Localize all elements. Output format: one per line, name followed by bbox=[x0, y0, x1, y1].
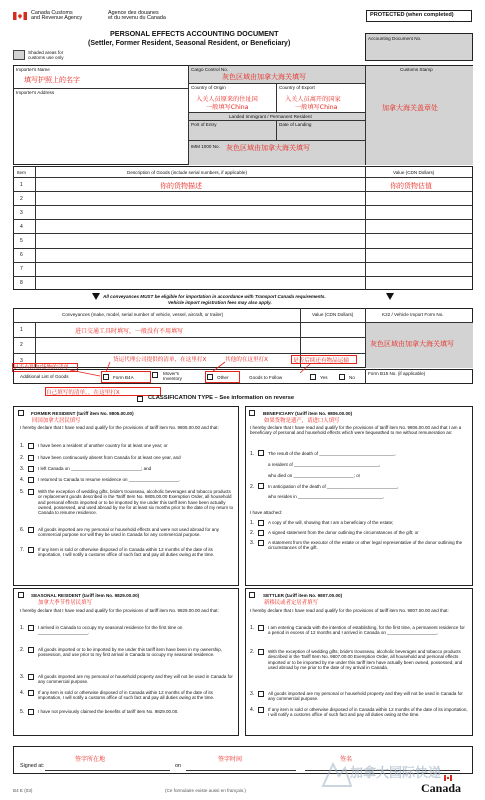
date-of-landing-label: Date of Landing bbox=[279, 122, 312, 127]
country-origin-note: 入关人员原来的住址国 一般填写China bbox=[196, 96, 258, 111]
goods-value-note: 你的货物估值 bbox=[390, 182, 432, 190]
additional-list-note: 是否有附加货物的清单 bbox=[13, 365, 69, 371]
conveyance-notice: All conveyances MUST be eligible for importation in accordance with Transport Canada requirements. bbox=[103, 294, 326, 299]
agency-name-en: Canada Customs and Revenue Agency bbox=[31, 10, 83, 22]
item-number: 5. bbox=[20, 709, 25, 715]
country-export-label: Country of Export bbox=[279, 85, 315, 90]
item-number: 4. bbox=[20, 477, 25, 483]
item-text: All goods imported are my personal or household property and they will not be used in Canada for any commercial purpose. bbox=[268, 691, 463, 702]
accounting-doc-no-label: Accounting Document No. bbox=[368, 36, 422, 41]
watermark-text: 加拿大国际快递 bbox=[350, 766, 442, 781]
item-text: I left Canada on ____________________________; and bbox=[38, 466, 152, 471]
item-number: 2. bbox=[20, 455, 25, 461]
conveyance-k22-note: 灰色区域由加拿大海关填写 bbox=[370, 340, 454, 348]
other-label: Other bbox=[217, 375, 229, 380]
other-list-note: 其他的在这里打X bbox=[225, 357, 268, 363]
item-checkbox[interactable] bbox=[258, 520, 264, 526]
goods-follow-label: Goods to Follow bbox=[249, 375, 283, 380]
item-number: 3. bbox=[20, 674, 25, 680]
signed-on-line[interactable] bbox=[186, 770, 296, 771]
warning-triangle-icon-left bbox=[92, 293, 100, 302]
item-text: If any item is sold or otherwise disposed of in Canada within 12 months of the date of its importation, I will notify a customs office of such fact and pay all duties owing at the time. bbox=[38, 690, 215, 701]
conveyances-col-k22: K22 / Vehicle Import Form No. bbox=[382, 312, 444, 317]
settler-intro: I hereby declare that I have read and qualify for the provisions of tariff item No. 9807.00.00 and that: bbox=[250, 608, 449, 613]
item-checkbox[interactable] bbox=[258, 707, 264, 713]
importer-name-note: 填写护照上的名字 bbox=[24, 76, 80, 84]
item-number: 1. bbox=[250, 625, 255, 631]
item-checkbox[interactable] bbox=[258, 540, 264, 546]
goods-row-number: 6 bbox=[20, 252, 23, 258]
beneficiary-died-on: who died on ________________________; or bbox=[268, 473, 361, 478]
form-code: B4 E (03) bbox=[13, 788, 33, 793]
customs-stamp-label: Customs Stamp bbox=[400, 67, 433, 72]
conveyance-row[interactable] bbox=[36, 337, 365, 352]
goods-row-number: 8 bbox=[20, 280, 23, 287]
signed-at-line[interactable] bbox=[45, 770, 170, 771]
beneficiary-anticipation: In anticipation of the death of ____________________________, bbox=[268, 484, 399, 489]
goods-follow-yes-checkbox[interactable] bbox=[310, 374, 316, 380]
item-number: 3. bbox=[250, 540, 255, 546]
shipping-list-note: 货运代理公司提供的清单，在这里打X bbox=[113, 357, 207, 363]
goods-col-description: Description of Goods (include serial numbers, if applicable) bbox=[127, 170, 248, 175]
movers-inventory-note-outline bbox=[45, 387, 161, 396]
former-resident-title: FORMER RESIDENT (tariff item No. 9805.00.00) bbox=[31, 411, 134, 416]
goods-description-note: 你的货物描述 bbox=[160, 182, 202, 190]
former-resident-intro: I hereby declare that I have read and qualify for the provisions of tariff item No. 9805.00.00 and that: bbox=[20, 425, 219, 430]
goods-row-number: 5 bbox=[20, 237, 23, 244]
conveyance-row-number: 2 bbox=[20, 342, 23, 349]
other-checkbox-outline bbox=[205, 371, 240, 383]
conveyance-fee-notice: Vehicle import registration fees may also apply. bbox=[168, 300, 272, 305]
beneficiary-attached: I have attached: bbox=[250, 510, 283, 515]
item-checkbox[interactable] bbox=[28, 443, 34, 449]
classification-checkbox bbox=[137, 396, 143, 402]
cargo-control-note: 灰色区域由加拿大海关填写 bbox=[222, 73, 306, 81]
goods-row[interactable] bbox=[36, 248, 473, 262]
seasonal-resident-title: SEASONAL RESIDENT (tariff item No. 9829.00.00) bbox=[31, 593, 140, 598]
item-text: All goods imported or to be imported by me under this tariff item have been in my ownership, possession, and use prior to my first arrival in Canada to occupy my seasonal residence. bbox=[38, 647, 223, 658]
goods-row-number: 7 bbox=[20, 266, 23, 273]
item-checkbox[interactable] bbox=[28, 527, 34, 533]
movers-inventory-checkbox[interactable] bbox=[152, 372, 158, 378]
goods-row[interactable] bbox=[36, 177, 473, 191]
item-checkbox[interactable] bbox=[258, 625, 264, 631]
goods-row[interactable] bbox=[36, 262, 473, 276]
form-subtitle: (Settler, Former Resident, Seasonal Resident, or Beneficiary) bbox=[88, 40, 291, 47]
goods-row[interactable] bbox=[36, 191, 473, 205]
goods-col-item: Item bbox=[17, 170, 26, 175]
settler-title: SETTLER (tariff item No. 9807.00.00) bbox=[263, 593, 343, 598]
beneficiary-checkbox[interactable] bbox=[249, 410, 255, 416]
shaded-legend-swatch bbox=[13, 50, 25, 60]
warning-triangle-icon-right bbox=[386, 293, 394, 302]
item-checkbox[interactable] bbox=[28, 625, 34, 631]
cargo-control-label: Cargo Control No. bbox=[191, 67, 229, 72]
item-text: I have not previously claimed the benefits of tariff item No. 9829.00.00. bbox=[38, 709, 179, 714]
item-checkbox[interactable] bbox=[28, 690, 34, 696]
item-number: 1. bbox=[250, 520, 255, 526]
landed-immigrant-label: Landed Immigrant / Permanent Resident bbox=[229, 114, 312, 119]
canada-wordmark-flag-icon bbox=[444, 775, 452, 783]
country-origin-label: Country of Origin bbox=[191, 85, 226, 90]
goods-follow-note-outline bbox=[291, 355, 357, 364]
beneficiary-anticipation-checkbox[interactable] bbox=[258, 483, 264, 489]
beneficiary-note: 如果货物是遗产，请进口人填写 bbox=[264, 418, 340, 424]
signed-at-note: 签字所在地 bbox=[75, 756, 106, 763]
country-export-note: 入关人员离开的国家 一般填写China bbox=[285, 96, 341, 111]
item-checkbox[interactable] bbox=[258, 530, 264, 536]
goods-follow-no-checkbox[interactable] bbox=[339, 374, 345, 380]
item-checkbox[interactable] bbox=[28, 547, 34, 553]
item-number: 7. bbox=[20, 547, 25, 553]
classification-title: CLASSIFICATION TYPE – See information on reverse bbox=[148, 395, 295, 401]
item-text: If any item is sold or otherwise disposed of in Canada within 12 months of the date of its importation, I will notify a customs office of such fact and pay all duties owing at the time. bbox=[38, 547, 215, 558]
goods-row[interactable] bbox=[36, 205, 473, 219]
importer-address-field[interactable] bbox=[13, 88, 188, 165]
former-resident-note: 回国加拿大居民填写 bbox=[32, 418, 81, 424]
item-text: If any item is sold or otherwise disposed of in Canada within 12 months of the date of its importation, I will notify a customs office of such fact and pay all duties owing at the time. bbox=[268, 707, 468, 718]
goods-row-number: 2 bbox=[20, 195, 23, 202]
beneficiary-resident: a resident of __________________________________, bbox=[268, 462, 381, 467]
item-number: 1. bbox=[20, 625, 25, 631]
form-b15-label: Form B15 No. (if applicable) bbox=[368, 371, 426, 376]
item-checkbox[interactable] bbox=[28, 674, 34, 680]
beneficiary-result: The result of the death of ______________________________, bbox=[268, 451, 396, 456]
goods-row[interactable] bbox=[36, 233, 473, 247]
item-number: 3. bbox=[250, 691, 255, 697]
item-text: A signed statement from the donor outlining the circumstances of the gift; or bbox=[268, 530, 419, 535]
port-of-entry-label: Port of Entry bbox=[191, 122, 217, 127]
item-number: 5. bbox=[20, 489, 25, 495]
item-number: 2. bbox=[250, 649, 255, 655]
conveyance-row1-note: 进口交通工具时填写，一般没有不用填写 bbox=[75, 328, 184, 335]
goods-row[interactable] bbox=[36, 276, 473, 290]
signed-on-note: 签字时间 bbox=[218, 756, 243, 763]
form-b4a-label: Form B4A bbox=[113, 375, 134, 380]
protected-label: PROTECTED (when completed) bbox=[370, 12, 454, 18]
goods-follow-note: 是否后续还有物品运输 bbox=[293, 358, 349, 364]
beneficiary-resides: who resides in __________________________________. bbox=[268, 494, 385, 499]
item-text: I have been continuously absent from Canada for at least one year, and bbox=[38, 455, 181, 460]
imm-1000-note: 灰色区域由加拿大海关填写 bbox=[226, 144, 310, 152]
item-text: I am entering Canada with the intention of establishing, for the first time, a permanent residence for a period in excess of 12 months and I arrived in Canada on ____________________. bbox=[268, 625, 465, 636]
beneficiary-title: BENEFICIARY (tariff item No. 9806.00.00) bbox=[263, 411, 353, 416]
seasonal-resident-checkbox[interactable] bbox=[18, 592, 24, 598]
item-number: 3. bbox=[20, 466, 25, 472]
movers-inventory-label: Mover's Inventory bbox=[163, 371, 182, 382]
signature-note: 签名 bbox=[340, 756, 353, 763]
item-text: All goods imported are my personal or household effects and were not used abroad for any commercial purpose nor will they be used in Canada for any commercial purpose. bbox=[38, 527, 220, 538]
agency-name-fr: Agence des douanes et du revenu du Canada bbox=[108, 10, 166, 22]
item-text: With the exception of wedding gifts, bride's trousseau, alcoholic beverages and tobacco products or replacement goods described in the Tariff Item No. 9805.00.00 Exemption Order, all household and personal effects imported or to be imported by me under this tariff item have been actually owned, possessed, and used abroad by me for at least six months prior to the date of my return to Canada to resume residence. bbox=[38, 489, 234, 516]
item-number: 1. bbox=[20, 443, 25, 449]
conveyances-col-value: Value (CDN Dollars) bbox=[312, 312, 354, 317]
french-note: (Ce formulaire existe aussi en français.) bbox=[165, 788, 246, 793]
signed-at-label: Signed at: bbox=[20, 763, 45, 769]
shipping-checkbox-outline bbox=[101, 371, 151, 383]
conveyances-col-description: Conveyances (make, model, serial number of vehicle, vessel, aircraft, or trailer) bbox=[62, 312, 224, 317]
importer-name-label: Importer's Name bbox=[16, 67, 50, 72]
item-checkbox[interactable] bbox=[28, 489, 34, 495]
former-resident-checkbox[interactable] bbox=[18, 410, 24, 416]
item-number: 4. bbox=[250, 707, 255, 713]
item-checkbox[interactable] bbox=[28, 466, 34, 472]
goods-row-number: 3 bbox=[20, 209, 23, 216]
item-checkbox[interactable] bbox=[258, 649, 264, 655]
item-checkbox[interactable] bbox=[28, 647, 34, 653]
item-number: 2. bbox=[250, 530, 255, 536]
importer-address-label: Importer's Address bbox=[16, 90, 55, 95]
canada-wordmark: Canada bbox=[421, 781, 462, 795]
additional-list-label: Additional List of Goods bbox=[20, 374, 69, 379]
settler-note: 新移民或者定居者填写 bbox=[264, 600, 318, 606]
item-checkbox[interactable] bbox=[28, 455, 34, 461]
goods-row-number: 4 bbox=[20, 223, 23, 230]
beneficiary-intro: I hereby declare that I have read and qualify for the provisions of tariff item No. 9806.00.00 and that I am a beneficiary of personal and household effects which were bequeathed to me without remuneration as: bbox=[250, 425, 462, 436]
seasonal-resident-note: 加拿大季节性居民填写 bbox=[38, 600, 92, 606]
item-text: I returned to Canada to resume residence on ____________________. bbox=[38, 477, 181, 482]
seasonal-resident-intro: I hereby declare that I have read and qualify for the provisions of tariff item No. 9829.00.00 and that: bbox=[20, 608, 219, 613]
settler-checkbox[interactable] bbox=[249, 592, 255, 598]
signed-on-label: on bbox=[175, 763, 181, 769]
conveyance-row-number: 3 bbox=[20, 357, 23, 364]
customs-stamp-note: 加拿大海关盖章处 bbox=[382, 104, 438, 112]
item-checkbox[interactable] bbox=[28, 477, 34, 483]
item-text: A copy of the will, showing that I am a beneficiary of the estate; bbox=[268, 520, 394, 525]
form-title: PERSONAL EFFECTS ACCOUNTING DOCUMENT bbox=[110, 29, 279, 38]
item-checkbox[interactable] bbox=[28, 709, 34, 715]
item-text: A statement from the executor of the estate or other legal representative of the donor outlining the circumstances of the gift. bbox=[268, 540, 463, 551]
item-text: With the exception of wedding gifts, bride's trousseau, alcoholic beverages and tobacco products described in the Tariff Item No. 9807.00.00 Exemption Order, all household and personal effects imported or to be imported by me under this tariff item have actually been owned, possessed, and used abroad by me prior to the date of my arrival in Canada. bbox=[268, 649, 463, 670]
item-number: 6. bbox=[20, 527, 25, 533]
canada-flag-icon bbox=[13, 12, 27, 20]
goods-col-value: Value (CDN Dollars) bbox=[393, 170, 435, 175]
goods-follow-yes-label: Yes bbox=[320, 375, 328, 380]
item-number: 4. bbox=[20, 690, 25, 696]
goods-row-number: 1 bbox=[20, 181, 23, 188]
item-text: I arrived in Canada to occupy my seasonal residence for the first time on ____________________. bbox=[38, 625, 183, 636]
shaded-legend-label: Shaded areas for customs use only bbox=[28, 50, 64, 61]
conveyance-row-number: 1 bbox=[20, 327, 23, 333]
beneficiary-death-checkbox[interactable] bbox=[258, 450, 264, 456]
goods-row[interactable] bbox=[36, 219, 473, 233]
item-number: 2. bbox=[20, 647, 25, 653]
goods-follow-no-label: No bbox=[349, 375, 355, 380]
item-text: I have been a resident of another country for at least one year; or bbox=[38, 443, 168, 448]
customs-stamp-area bbox=[366, 66, 473, 165]
item-text: All goods imported are my personal or household property and they will not be used in Canada for any commercial purpose. bbox=[38, 674, 233, 685]
imm-1000-label: IMM 1000 No. bbox=[191, 144, 220, 149]
item-checkbox[interactable] bbox=[258, 691, 264, 697]
movers-inventory-note: 自己填写的清单，，在这里打X bbox=[46, 390, 120, 396]
